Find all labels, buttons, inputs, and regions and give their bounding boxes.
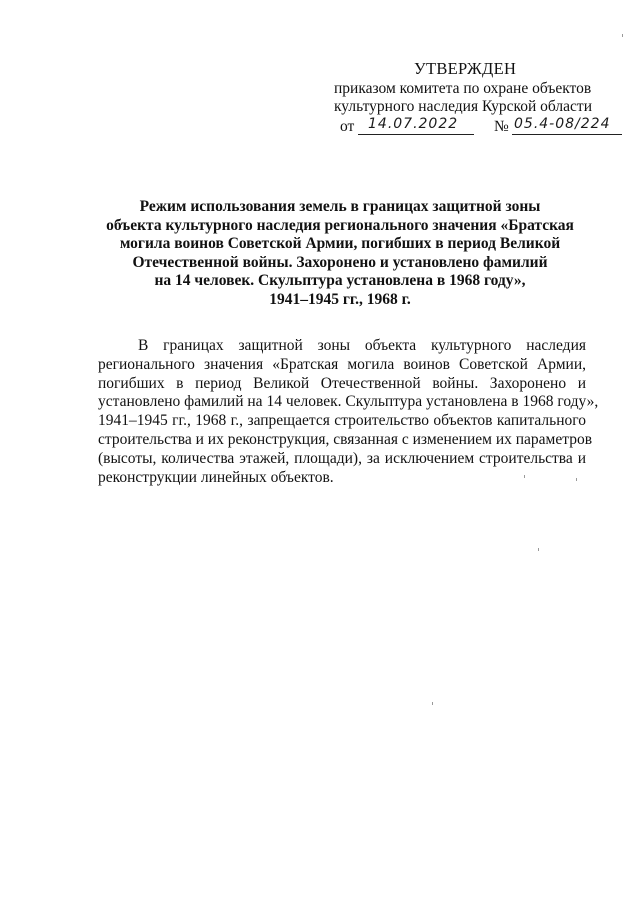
body-line: установлено фамилий на 14 человек. Скульптура установлена в 1968 году», [98, 393, 599, 411]
body-line: В границах защитной зоны объекта культурного наследия [138, 337, 586, 354]
title-line: на 14 человек. Скульптура установлена в 1968 году», [154, 272, 526, 289]
document-title [80, 198, 600, 309]
scan-speck [622, 34, 623, 37]
body-line: погибших в период Великой Отечественной войны. Захоронено и [98, 374, 586, 392]
scan-speck [432, 702, 433, 705]
number-underline [512, 134, 622, 135]
approval-committee-line: культурного наследия Курской области [334, 98, 592, 115]
title-line: объекта культурного наследия регионального значения «Братская [106, 216, 574, 234]
body-line: (высоты, количества этажей, площади), за исключением строительства и [98, 449, 586, 467]
title-line: Отечественной войны. Захоронено и установлено фамилий [132, 253, 548, 271]
title-line: могила воинов Советской Армии, погибших в период Великой [119, 235, 561, 252]
scan-speck [538, 548, 539, 551]
body-line: строительства и их реконструкция, связанная с изменением их параметров [98, 430, 593, 448]
body-line: 1941–1945 гг., 1968 г., запрещается строительство объектов капитального [98, 412, 586, 430]
approval-title: УТВЕРЖДЕН [414, 59, 517, 78]
scan-speck [576, 478, 577, 481]
body-paragraph [98, 337, 599, 487]
body-line: регионального значения «Братская могила воинов Советской Армии, [98, 355, 586, 373]
date-label: от [340, 118, 355, 135]
title-line: Режим использования земель в границах защитной зоны [139, 198, 541, 215]
handwritten-number: 05.4-08/224 [514, 116, 611, 132]
number-label: № [494, 118, 509, 135]
handwritten-date: 14.07.2022 [368, 116, 459, 132]
approval-date-number-row [334, 116, 624, 138]
title-line: 1941–1945 гг., 1968 г. [269, 290, 411, 308]
approval-block [334, 60, 624, 138]
scan-speck [524, 475, 525, 478]
date-underline [358, 134, 474, 135]
body-line: реконструкции линейных объектов. [98, 468, 334, 486]
approval-order-line: приказом комитета по охране объектов [334, 80, 592, 97]
